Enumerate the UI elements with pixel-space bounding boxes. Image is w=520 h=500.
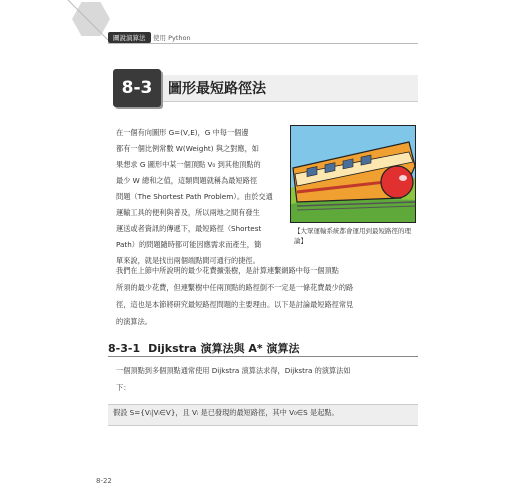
subsection-title: Dijkstra 演算法與 A* 演算法 <box>148 342 300 355</box>
book-subtitle: 使用 Python <box>153 34 191 42</box>
intro-line: Path）的問題隨時都可能因應需求而產生，簡 <box>116 240 262 249</box>
intro-line: 運送或者資訊的傳遞下，最短路徑（Shortest <box>116 224 262 233</box>
body-line: 的演算法。 <box>116 317 152 326</box>
body-paragraph <box>116 262 418 330</box>
definition-text: 假設 S={Vᵢ|Vᵢ∈V}，且 Vᵢ 是已發現的最短路徑，其中 V₀∈S 是起點。 <box>113 408 339 417</box>
intro-line: 在一個有向圖形 G=(V,E)，G 中每一個邊 <box>116 128 249 137</box>
intro-line: 都有一個比例常數 W(Weight) 與之對應，如 <box>116 144 259 153</box>
subsection-heading <box>108 340 300 356</box>
page-number: 8-22 <box>96 477 112 485</box>
train-illustration <box>290 125 416 223</box>
subsection-divider <box>108 356 418 357</box>
subsection-number: 8-3-1 <box>108 342 141 355</box>
figure-caption: 【大眾運輸系統都會運用到最短路徑的理論】 <box>294 227 411 245</box>
intro-line: 問題（The Shortest Path Problem）。由於交通 <box>116 192 273 201</box>
body-line: 徑，這也是本節將研究最短路徑問題的主要理由。以下是討論最短路徑常見 <box>116 300 354 309</box>
train-drawing <box>291 126 415 222</box>
intro-line: 最少 W 總和之值，這類問題就稱為最短路徑 <box>116 176 258 185</box>
intro-line: 運輸工具的便利與普及，所以兩地之間有發生 <box>116 208 260 217</box>
section-number: 8-3 <box>113 69 161 107</box>
header-divider <box>108 43 418 44</box>
body-line: 所須的最少花費，但連繫樹中任兩頂點的路徑倒不一定是一條花費最少的路 <box>116 283 354 292</box>
body-line: 我們在上節中所說明的最少花費擴張樹，是計算連繫網路中每一個頂點 <box>116 266 339 275</box>
section-title: 圖形最短路徑法 <box>168 81 266 97</box>
book-title-tag: 圖說演算法 <box>108 32 151 43</box>
intro-line: 單來說，就是找出兩個端點間可通行的捷徑。 <box>116 256 260 265</box>
intro-line: 果想求 G 圖形中某一個頂點 V₀ 到其他頂點的 <box>116 160 261 169</box>
intro-paragraph <box>116 125 281 269</box>
body-paragraph <box>116 362 418 396</box>
body-line: 下： <box>116 383 131 392</box>
body-line: 一個頂點到多個頂點通常使用 Dijkstra 演算法求得，Dijkstra 的演算法如 <box>116 366 351 375</box>
